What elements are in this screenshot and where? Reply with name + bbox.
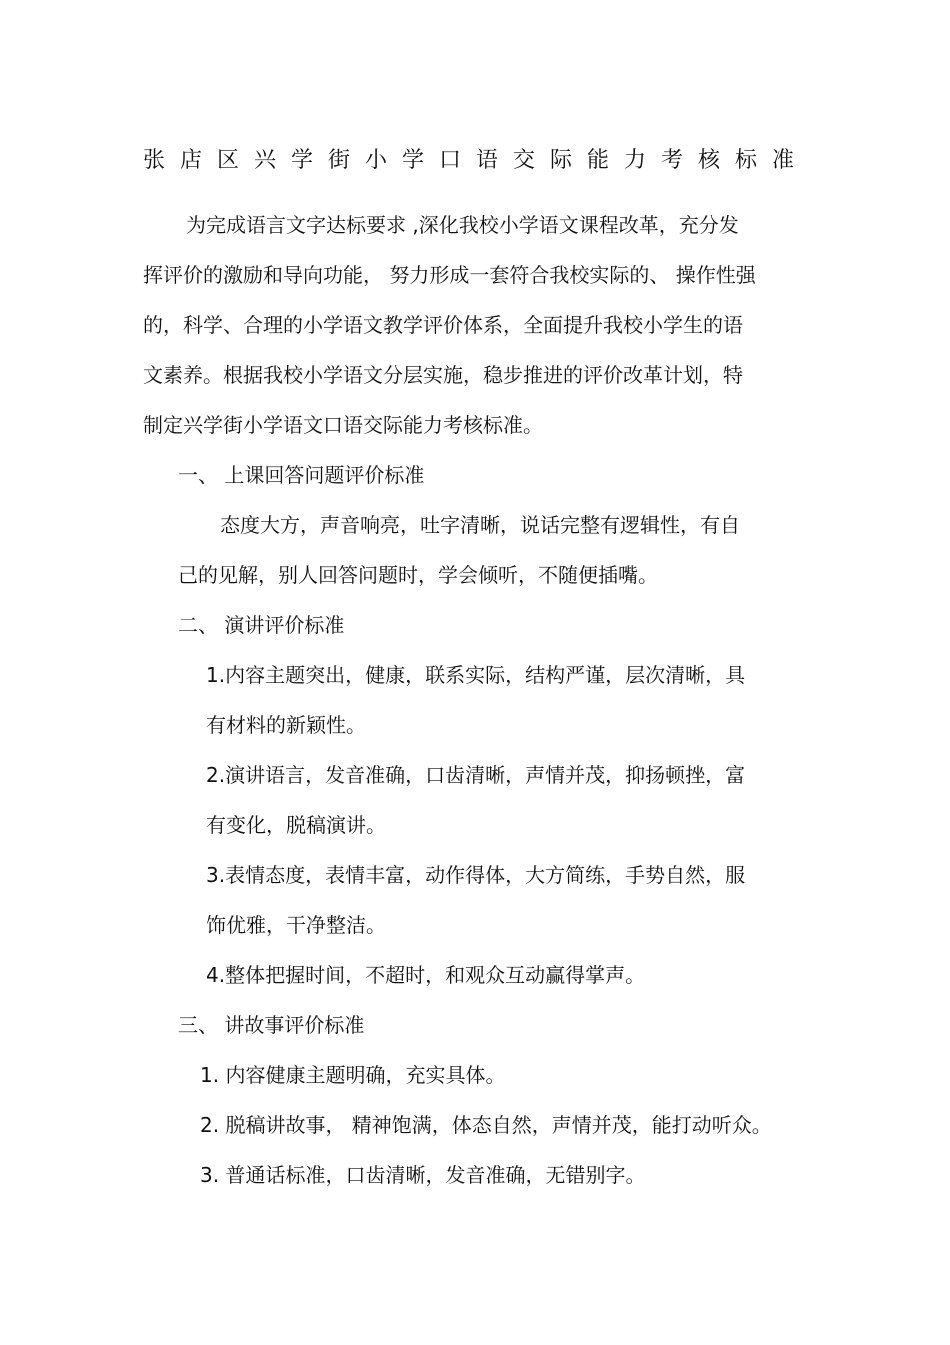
document-title: 张店区兴学街小学口语交际能力考核标准 bbox=[143, 148, 810, 173]
intro-line: 文素养。根据我校小学语文分层实施，稳步推进的评价改革计划，特 bbox=[143, 363, 743, 387]
section-2-line: 3.表情态度，表情丰富，动作得体，大方简练，手势自然，服 bbox=[206, 863, 746, 887]
section-heading-1: 一、 上课回答问题评价标准 bbox=[178, 463, 425, 487]
intro-line: 制定兴学街小学语文口语交际能力考核标准。 bbox=[143, 413, 543, 437]
section-1-line: 态度大方，声音响亮，吐字清晰，说话完整有逻辑性，有自 bbox=[220, 513, 740, 537]
section-3-line: 1. 内容健康主题明确，充实具体。 bbox=[200, 1063, 506, 1087]
section-1-line: 己的见解，别人回答问题时，学会倾听，不随便插嘴。 bbox=[178, 563, 658, 587]
section-3-line: 2. 脱稿讲故事， 精神饱满，体态自然，声情并茂，能打动听众。 bbox=[200, 1113, 772, 1137]
section-heading-2: 二、 演讲评价标准 bbox=[178, 613, 345, 637]
intro-line: 为完成语言文字达标要求 ,深化我校小学语文课程改革，充分发 bbox=[186, 213, 739, 237]
section-2-line: 2.演讲语言，发音准确，口齿清晰，声情并茂，抑扬顿挫，富 bbox=[206, 763, 746, 787]
section-3-line: 3. 普通话标准，口齿清晰，发音准确，无错别字。 bbox=[200, 1163, 646, 1187]
section-2-line: 有材料的新颖性。 bbox=[206, 713, 366, 737]
section-2-line: 饰优雅，干净整洁。 bbox=[206, 913, 386, 937]
intro-line: 挥评价的激励和导向功能， 努力形成一套符合我校实际的、 操作性强 bbox=[143, 263, 756, 287]
section-2-line: 1.内容主题突出，健康，联系实际，结构严谨，层次清晰，具 bbox=[206, 663, 746, 687]
intro-line: 的，科学、合理的小学语文教学评价体系，全面提升我校小学生的语 bbox=[143, 313, 743, 337]
section-heading-3: 三、 讲故事评价标准 bbox=[178, 1013, 365, 1037]
section-2-line: 4.整体把握时间，不超时，和观众互动赢得掌声。 bbox=[206, 963, 646, 987]
section-2-line: 有变化，脱稿演讲。 bbox=[206, 813, 386, 837]
